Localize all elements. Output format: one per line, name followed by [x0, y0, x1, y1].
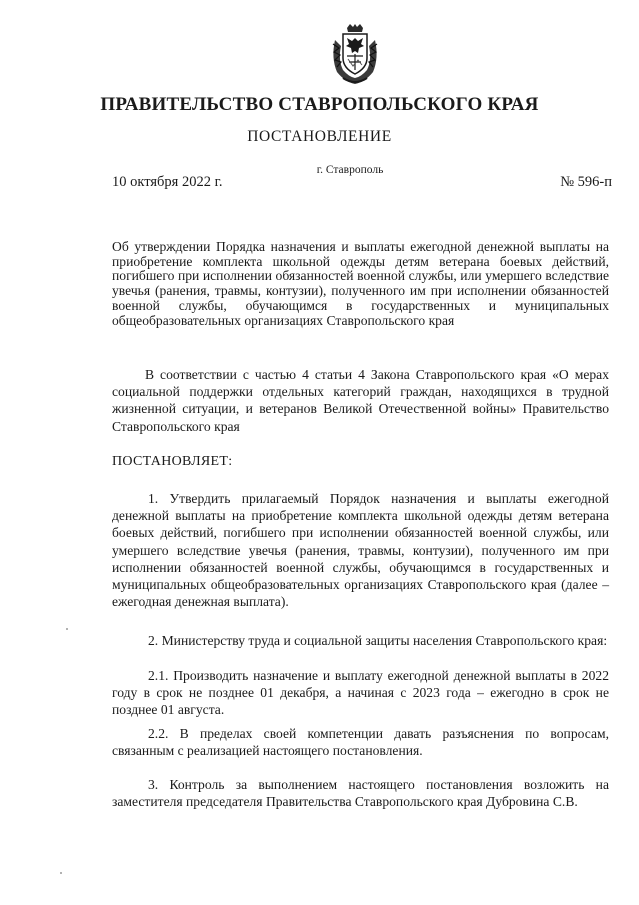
decree-type: ПОСТАНОВЛЕНИЕ [247, 128, 392, 145]
issue-city: г. Ставрополь [316, 164, 384, 176]
scan-speck [60, 872, 62, 874]
document-heading: Об утверждении Порядка назначения и выплаты ежегодной денежной выплаты на приобретение комплекта школьной одежды детям ветерана боевых действий, погибшего при исполнении обязанностей военной службы, или умершего вследствие увечья (ранения, травмы, контузии), полученного им при исполнении обязанностей военной службы, обучающимся в государственных и муниципальных общеобразовательных организациях Ставропольского края [112, 239, 609, 328]
government-title: ПРАВИТЕЛЬСТВО СТАВРОПОЛЬСКОГО КРАЯ [100, 94, 539, 115]
issue-date: 10 октября 2022 г. [112, 174, 223, 190]
item-2-2-paragraph: 2.2. В пределах своей компетенции давать разъяснения по вопросам, связанным с реализацией настоящего постановления. [112, 726, 609, 759]
item-2-1-paragraph: 2.1. Производить назначение и выплату ежегодной денежной выплаты в 2022 году в срок не позднее 01 декабря, а начиная с 2023 года – ежегодно в срок не позднее 01 августа. [112, 668, 609, 718]
decree-number: № 596-п [560, 174, 612, 190]
stavropol-coat-of-arms-icon [329, 24, 381, 86]
resolves-word: ПОСТАНОВЛЯЕТ: [112, 454, 233, 469]
scan-speck [66, 628, 68, 630]
item-3-paragraph: 3. Контроль за выполнением настоящего постановления возложить на заместителя председателя Правительства Ставропольского края Дубровина С.В. [112, 777, 609, 810]
item-1-paragraph: 1. Утвердить прилагаемый Порядок назначения и выплаты ежегодной денежной выплаты на приобретение комплекта школьной одежды детям ветерана боевых действий, погибшего при исполнении обязанностей военной службы, или умершего вследствие увечья (ранения, травмы, контузии), полученного им при исполнении обязанностей военной службы, обучающимся в государственных и муниципальных общеобразовательных организациях Ставропольского края (далее – ежегодная денежная выплата). [112, 491, 609, 610]
item-2-paragraph: 2. Министерству труда и социальной защиты населения Ставропольского края: [148, 633, 608, 648]
preamble-paragraph: В соответствии с частью 4 статьи 4 Закона Ставропольского края «О мерах социальной поддержки отдельных категорий граждан, находящихся в трудной жизненной ситуации, и ветеранов Великой Отечественной войны» Правительство Ставропольского края [112, 367, 609, 434]
